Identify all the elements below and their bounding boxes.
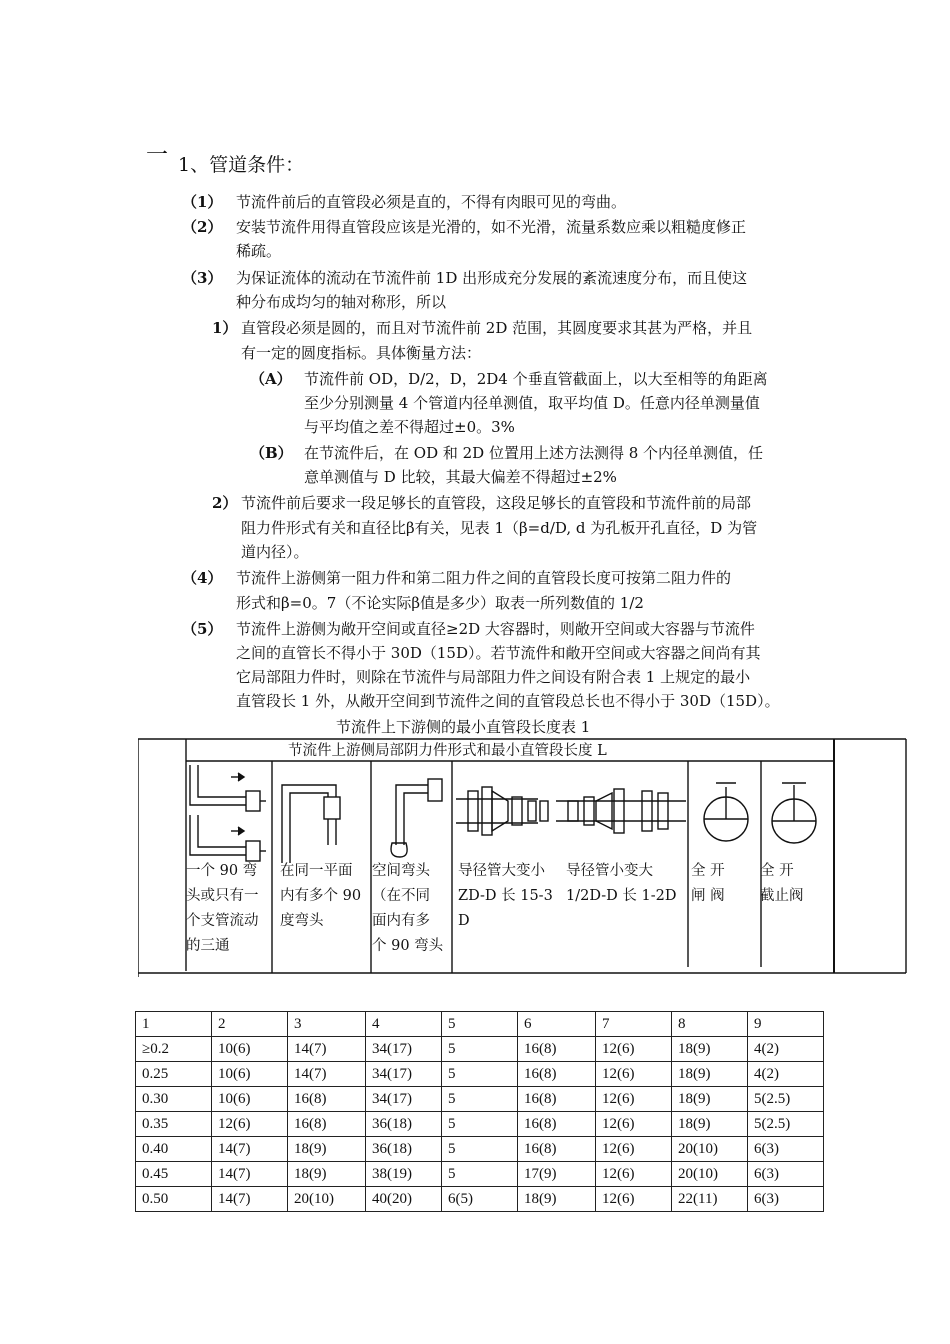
- fitting-label: 空间弯头 （在不同 面内有多 个 90 弯头: [372, 863, 444, 954]
- table-cell: 5(2.5): [748, 1112, 824, 1137]
- list-marker: （B）: [250, 444, 293, 462]
- table-cell: 4(2): [748, 1037, 824, 1062]
- table-row: [136, 1087, 824, 1112]
- fitting-label: 一个 90 弯 头或只有一 个支管流动 的三通: [186, 863, 259, 954]
- text-line: 之间的直管长不得小于 30D（15D）。若节流件和敞开空间或大容器之间尚有其: [236, 644, 761, 662]
- table-cell: 20(10): [672, 1162, 748, 1187]
- table-cell: 18(9): [518, 1187, 596, 1212]
- table-cell: 6(5): [442, 1187, 518, 1212]
- text-line: 种分布成均匀的轴对称形，所以: [236, 293, 447, 311]
- text-line: 为保证流体的流动在节流件前 1D 出形成充分发展的紊流速度分布，而且使这: [236, 269, 748, 287]
- table-caption: 节流件上下游侧的最小直管段长度表 1: [336, 718, 591, 736]
- table-cell: 12(6): [596, 1162, 672, 1187]
- text-line: 在节流件后，在 OD 和 2D 位置用上述方法测得 8 个内径单测值，任: [304, 444, 764, 462]
- table-cell: 5: [442, 1012, 518, 1037]
- fitting-label: 全 开 截止阀: [760, 863, 804, 904]
- text-line: 稀疏。: [236, 242, 282, 260]
- table-cell: 16(8): [518, 1087, 596, 1112]
- table-cell: 12(6): [596, 1037, 672, 1062]
- table-cell: 5: [442, 1087, 518, 1112]
- table-cell: 4: [366, 1012, 442, 1037]
- table-cell: 10(6): [212, 1062, 288, 1087]
- table-cell: 36(18): [366, 1112, 442, 1137]
- fitting-label: 导径管大变小 ZD-D 长 15-3 D: [458, 863, 553, 929]
- table-cell: 18(9): [288, 1162, 366, 1187]
- table-cell: 12(6): [212, 1112, 288, 1137]
- table-cell: 0.50: [136, 1187, 212, 1212]
- table-cell: 20(10): [672, 1137, 748, 1162]
- table-cell: 16(8): [518, 1112, 596, 1137]
- table-cell: 0.30: [136, 1087, 212, 1112]
- list-marker: （3）: [182, 269, 223, 287]
- table-cell: 34(17): [366, 1062, 442, 1087]
- list-marker: （1）: [182, 193, 223, 211]
- text-line: 安装节流件用得直管段应该是光滑的，如不光滑，流量系数应乘以粗糙度修正: [236, 218, 747, 236]
- table-cell: 14(7): [212, 1162, 288, 1187]
- table-cell: 1: [136, 1012, 212, 1037]
- text-line: 节流件前 OD，D/2，D，2D4 个垂直管截面上，以大至相等的角距离: [304, 370, 768, 388]
- text-line: 至少分别测量 4 个管道内径单测值，取平均值 D。任意内径单测量值: [304, 394, 760, 412]
- list-marker: 2）: [212, 494, 238, 512]
- table-cell: 20(10): [288, 1187, 366, 1212]
- table-cell: 40(20): [366, 1187, 442, 1212]
- table-row: [136, 1037, 824, 1062]
- table-cell: 14(7): [288, 1062, 366, 1087]
- text-line: 直管段长 1 外，从敞开空间到节流件之间的直管段总长也不得小于 30D（15D）。: [236, 692, 780, 710]
- table-row: [136, 1187, 824, 1212]
- text-line: 它局部阻力件时，则除在节流件与局部阻力件之间设有附合表 1 上规定的最小: [236, 668, 751, 686]
- text-line: 节流件上游侧第一阻力件和第二阻力件之间的直管段长度可按第二阻力件的: [236, 569, 732, 587]
- fitting-label: 导径管小变大 1/2D-D 长 1-2D: [566, 863, 677, 904]
- figure-header: 节流件上游侧局部阴力件形式和最小直管段长度 L: [288, 743, 607, 759]
- list-marker: （A）: [250, 370, 292, 388]
- table-cell: 34(17): [366, 1087, 442, 1112]
- table-cell: 14(7): [212, 1187, 288, 1212]
- text-line: 节流件前后要求一段足够长的直管段，这段足够长的直管段和节流件前的局部: [241, 494, 752, 512]
- table-cell: 0.40: [136, 1137, 212, 1162]
- text-line: 道内径）。: [241, 543, 309, 561]
- table-cell: 16(8): [288, 1087, 366, 1112]
- text-line: 意单测值与 D 比较，其最大偏差不得超过±2%: [304, 468, 617, 486]
- section-heading: 1、管道条件：: [178, 154, 305, 176]
- table-cell: 34(17): [366, 1037, 442, 1062]
- table-cell: 18(9): [288, 1137, 366, 1162]
- list-marker: （2）: [182, 218, 223, 236]
- table-cell: 12(6): [596, 1087, 672, 1112]
- table-row: [136, 1062, 824, 1087]
- table-cell: 8: [672, 1012, 748, 1037]
- table-cell: 18(9): [672, 1112, 748, 1137]
- table-cell: 12(6): [596, 1062, 672, 1087]
- list-marker: （4）: [182, 569, 223, 587]
- table-cell: 16(8): [288, 1112, 366, 1137]
- table-cell: 5: [442, 1112, 518, 1137]
- table-cell: 18(9): [672, 1037, 748, 1062]
- table-cell: 5: [442, 1037, 518, 1062]
- table-cell: 6(3): [748, 1187, 824, 1212]
- table-cell: 5: [442, 1062, 518, 1087]
- fitting-label: 在同一平面 内有多个 90 度弯头: [280, 863, 362, 929]
- table-cell: 14(7): [212, 1137, 288, 1162]
- text-line: 与平均值之差不得超过±0。3%: [304, 418, 515, 436]
- table-cell: 0.45: [136, 1162, 212, 1187]
- table-cell: 6: [518, 1012, 596, 1037]
- table-cell: 10(6): [212, 1087, 288, 1112]
- table-cell: 10(6): [212, 1037, 288, 1062]
- table-cell: 0.25: [136, 1062, 212, 1087]
- list-marker: 1）: [212, 319, 238, 337]
- table-cell: 2: [212, 1012, 288, 1037]
- table-cell: 38(19): [366, 1162, 442, 1187]
- table-cell: 12(6): [596, 1112, 672, 1137]
- text-line: 直管段必须是圆的，而且对节流件前 2D 范围，其圆度要求其甚为严格，并且: [241, 319, 753, 337]
- text-line: 节流件前后的直管段必须是直的，不得有肉眼可见的弯曲。: [236, 193, 627, 211]
- table-cell: 18(9): [672, 1087, 748, 1112]
- table-cell: ≥0.2: [136, 1037, 212, 1062]
- table-cell: 36(18): [366, 1137, 442, 1162]
- table-cell: 4(2): [748, 1062, 824, 1087]
- text-line: 形式和β=0。7（不论实际β值是多少）取表一所列数值的 1/2: [236, 594, 644, 612]
- table-cell: 7: [596, 1012, 672, 1037]
- table-cell: 12(6): [596, 1187, 672, 1212]
- table-cell: 17(9): [518, 1162, 596, 1187]
- text-line: 节流件上游侧为敞开空间或直径≥2D 大容器时，则敞开空间或大容器与节流件: [236, 620, 755, 638]
- table-cell: 14(7): [288, 1037, 366, 1062]
- text-line: 阻力件形式有关和直径比β有关，见表 1（β=d/D, d 为孔板开孔直径，D 为管: [241, 519, 758, 537]
- table-cell: 12(6): [596, 1137, 672, 1162]
- table-cell: 9: [748, 1012, 824, 1037]
- min-straight-length-table: [135, 1011, 824, 1212]
- list-marker: （5）: [182, 620, 223, 638]
- text-line: 有一定的圆度指标。具体衡量方法：: [241, 344, 482, 362]
- table-row: [136, 1137, 824, 1162]
- table-cell: 5(2.5): [748, 1087, 824, 1112]
- table-cell: 6(3): [748, 1137, 824, 1162]
- table-cell: 22(11): [672, 1187, 748, 1212]
- table-cell: 16(8): [518, 1037, 596, 1062]
- table-cell: 16(8): [518, 1062, 596, 1087]
- section-dash: 一: [146, 143, 169, 168]
- table-cell: 6(3): [748, 1162, 824, 1187]
- table-header-row: [136, 1012, 824, 1037]
- table-cell: 0.35: [136, 1112, 212, 1137]
- fitting-label: 全 开 闸 阀: [691, 863, 725, 904]
- table-row: [136, 1162, 824, 1187]
- table-cell: 3: [288, 1012, 366, 1037]
- table-cell: 5: [442, 1162, 518, 1187]
- resistance-fittings-figure: [138, 735, 910, 980]
- table-cell: 5: [442, 1137, 518, 1162]
- table-row: [136, 1112, 824, 1137]
- table-cell: 16(8): [518, 1137, 596, 1162]
- table-cell: 18(9): [672, 1062, 748, 1087]
